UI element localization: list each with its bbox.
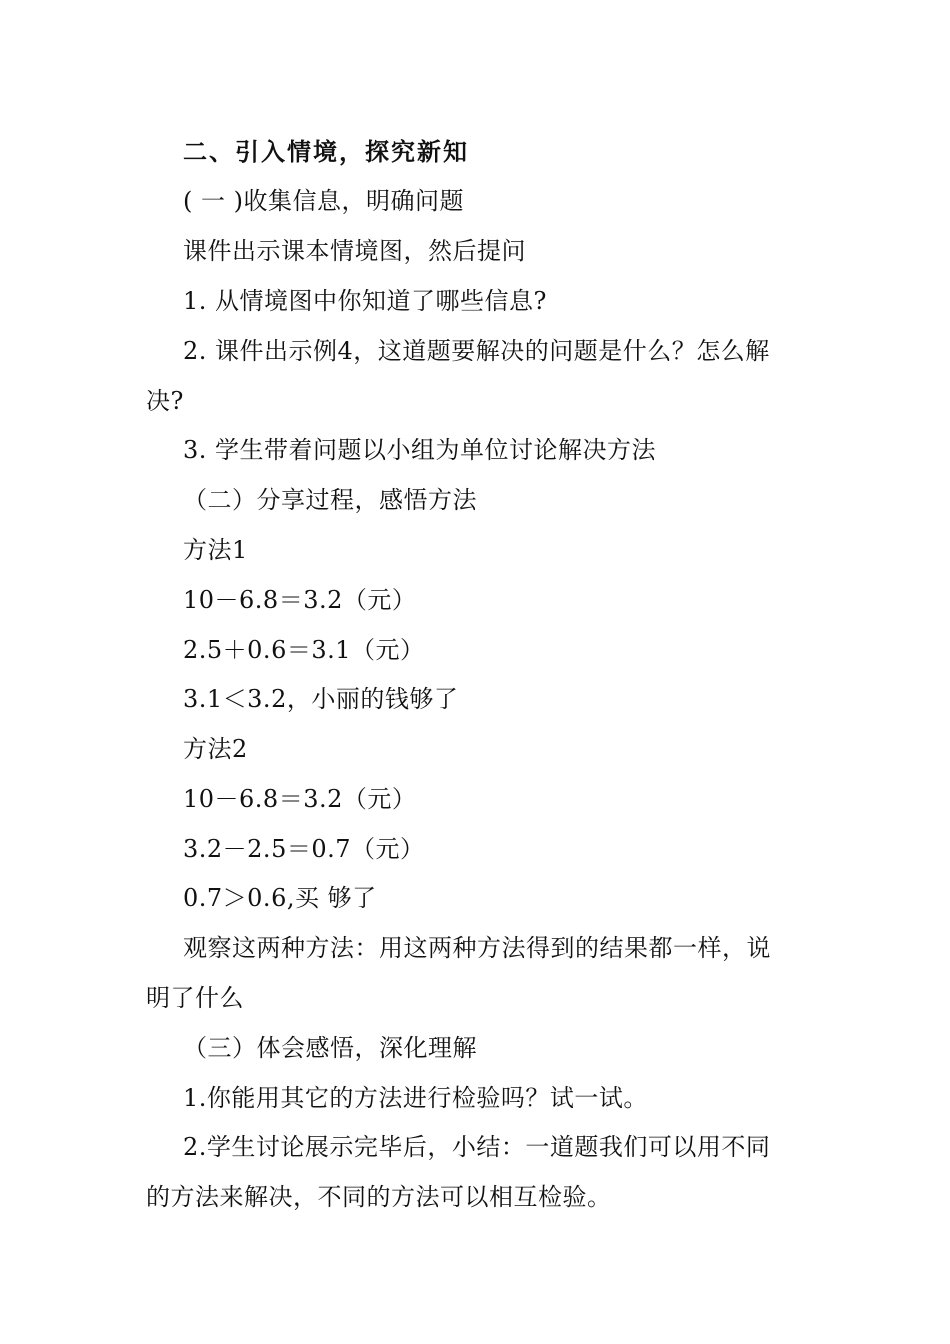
method-1-equation-1: 10－6.8＝3.2（元） [183,586,417,614]
subsection-title-3: （三）体会感悟，深化理解 [183,1034,477,1062]
intro-paragraph: 课件出示课本情境图，然后提问 [183,237,526,265]
method-2-conclusion: 0.7＞0.6,买 够了 [183,884,377,912]
observe-line-1: 观察这两种方法：用这两种方法得到的结果都一样，说 [183,934,771,962]
subsection-title-2: （二）分享过程，感悟方法 [183,486,477,514]
point-2-line-2: 的方法来解决，不同的方法可以相互检验。 [146,1183,612,1211]
point-1: 1.你能用其它的方法进行检验吗？试一试。 [183,1084,648,1112]
question-2-line-2: 决? [146,387,184,415]
method-1-equation-2: 2.5＋0.6＝3.1（元） [183,636,425,664]
section-heading: 二、引入情境，探究新知 [183,137,469,166]
method-2-equation-2: 3.2－2.5＝0.7（元） [183,835,425,863]
method-1-label: 方法1 [183,536,248,564]
question-3: 3. 学生带着问题以小组为单位讨论解决方法 [183,436,657,464]
observe-line-2: 明了什么 [146,984,244,1012]
method-2-equation-1: 10－6.8＝3.2（元） [183,785,417,813]
subsection-title-1: ( 一 )收集信息，明确问题 [183,187,464,215]
method-1-conclusion: 3.1＜3.2，小丽的钱够了 [183,685,459,713]
method-2-label: 方法2 [183,735,248,763]
point-2-line-1: 2.学生讨论展示完毕后，小结：一道题我们可以用不同 [183,1133,771,1161]
question-2-line-1: 2. 课件出示例4，这道题要解决的问题是什么？怎么解 [183,337,770,365]
question-1: 1. 从情境图中你知道了哪些信息? [183,287,547,315]
